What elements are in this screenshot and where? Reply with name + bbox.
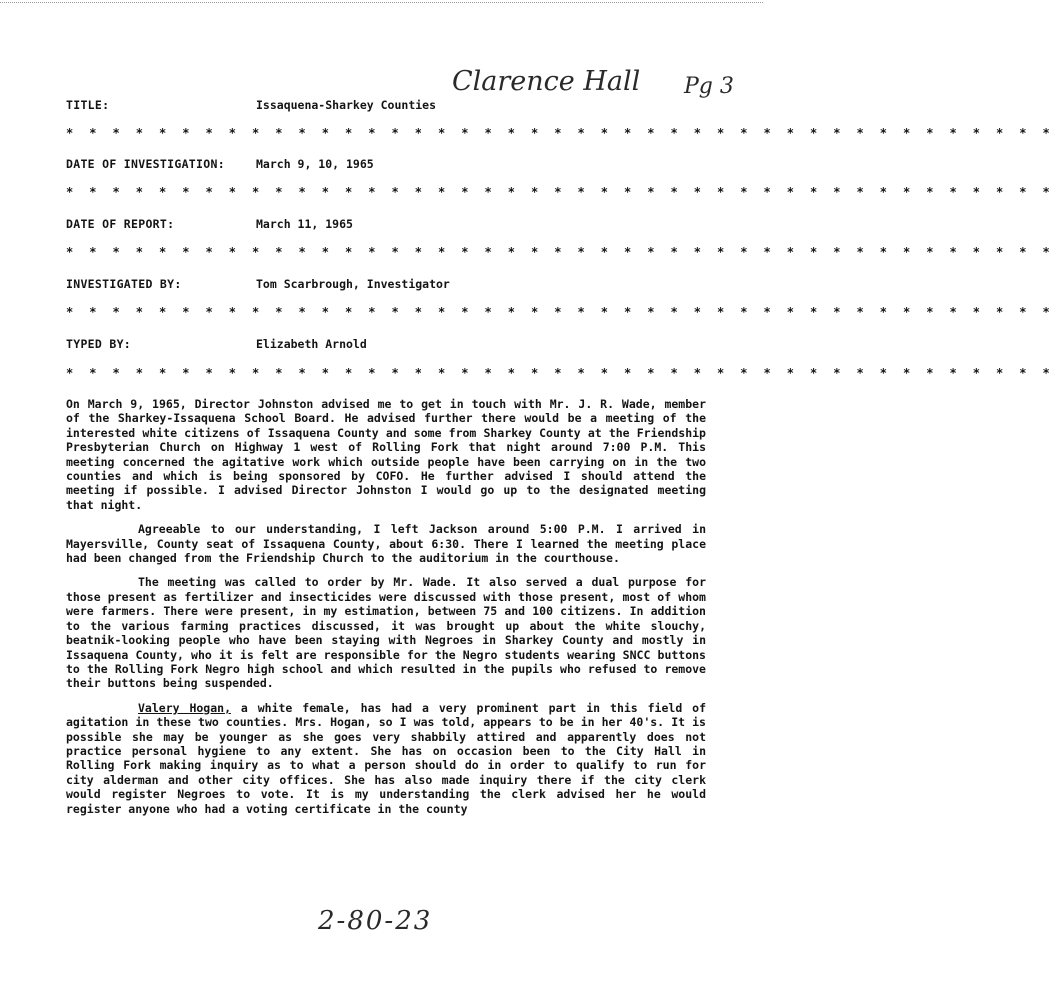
title-label: TITLE: bbox=[66, 98, 110, 112]
separator-2: * * * * * * * * * * * * * * * * * * * * * * * * * * * * * * * * * * * * * * * * * * * bbox=[66, 185, 1054, 199]
subject-name: Valery Hogan, bbox=[138, 700, 231, 715]
date-of-investigation-label: DATE OF INVESTIGATION: bbox=[66, 157, 225, 171]
investigated-by-label: INVESTIGATED BY: bbox=[66, 277, 182, 291]
paragraph-4-text: a white female, has had a very prominent part in this field of agitation in these two counties. Mrs. Hogan, so I was told, appears to be in her 40's. It is possible she may be younger as she goes very shabbily attired and apparently does not practice personal hygiene to any extent. She has on occasion been to the City Hall in Rolling Fork making inquiry as to what a person should do in order to qualify to run for city alderman and other city offices. She has also made inquiry there if the city clerk would register Negroes to vote. It is my understanding the clerk advised her he would register anyone who had a voting certificate in the county bbox=[66, 700, 706, 816]
investigated-by-value: Tom Scarbrough, Investigator bbox=[256, 277, 450, 291]
separator-5: * * * * * * * * * * * * * * * * * * * * * * * * * * * * * * * * * * * * * * * * * * * bbox=[66, 366, 1054, 380]
title-value: Issaquena-Sharkey Counties bbox=[256, 98, 437, 112]
handwritten-page-note: Pg 3 bbox=[684, 74, 734, 99]
date-of-report-label: DATE OF REPORT: bbox=[66, 217, 175, 231]
report-body bbox=[66, 397, 706, 826]
separator-3: * * * * * * * * * * * * * * * * * * * * * * * * * * * * * * * * * * * * * * * * * * * bbox=[66, 245, 1054, 259]
date-of-investigation-value: March 9, 10, 1965 bbox=[256, 157, 374, 171]
typed-by-label: TYPED BY: bbox=[66, 337, 132, 351]
handwritten-name-note: Clarence Hall bbox=[452, 66, 641, 97]
paragraph-2: Agreeable to our understanding, I left Jackson around 5:00 P.M. I arrived in Mayersville, County seat of Issaquena County, about 6:30. There I learned the meeting place had been changed from the Friendship Church to the auditorium in the courthouse. bbox=[66, 522, 706, 566]
paragraph-3: The meeting was called to order by Mr. Wade. It also served a dual purpose for those present as fertilizer and insecticides were discussed with those present, most of whom were farmers. There were present, in my estimation, between 75 and 100 citizens. In addition to the various farming practices discussed, it was brought up about the white slouchy, beatnik-looking people who have been staying with Negroes in Sharkey County and mostly in Issaquena County, who it is felt are responsible for the Negro students wearing SNCC buttons to the Rolling Fork Negro high school and which resulted in the pupils who refused to remove their buttons being suspended. bbox=[66, 575, 706, 691]
date-of-report-value: March 11, 1965 bbox=[256, 217, 353, 231]
separator-4: * * * * * * * * * * * * * * * * * * * * * * * * * * * * * * * * * * * * * * * * * * * bbox=[66, 305, 1054, 319]
separator-1: * * * * * * * * * * * * * * * * * * * * * * * * * * * * * * * * * * * * * * * * * * * bbox=[66, 126, 1054, 140]
scan-edge bbox=[0, 2, 763, 5]
paragraph-1: On March 9, 1965, Director Johnston advised me to get in touch with Mr. J. R. Wade, member of the Sharkey-Issaquena School Board. He advised further there would be a meeting of the interested white citizens of Issaquena County and some from Sharkey County at the Friendship Presbyterian Church on Highway 1 west of Rolling Fork that night around 7:00 P.M. This meeting concerned the agitative work which outside people have been carrying on in the two counties and which is being sponsored by COFO. He further advised I should attend the meeting if possible. I advised Director Johnston I would go up to the designated meeting that night. bbox=[66, 397, 706, 512]
handwritten-document-number: 2-80-23 bbox=[318, 906, 433, 936]
typed-by-value: Elizabeth Arnold bbox=[256, 337, 367, 351]
paragraph-4 bbox=[66, 701, 706, 816]
